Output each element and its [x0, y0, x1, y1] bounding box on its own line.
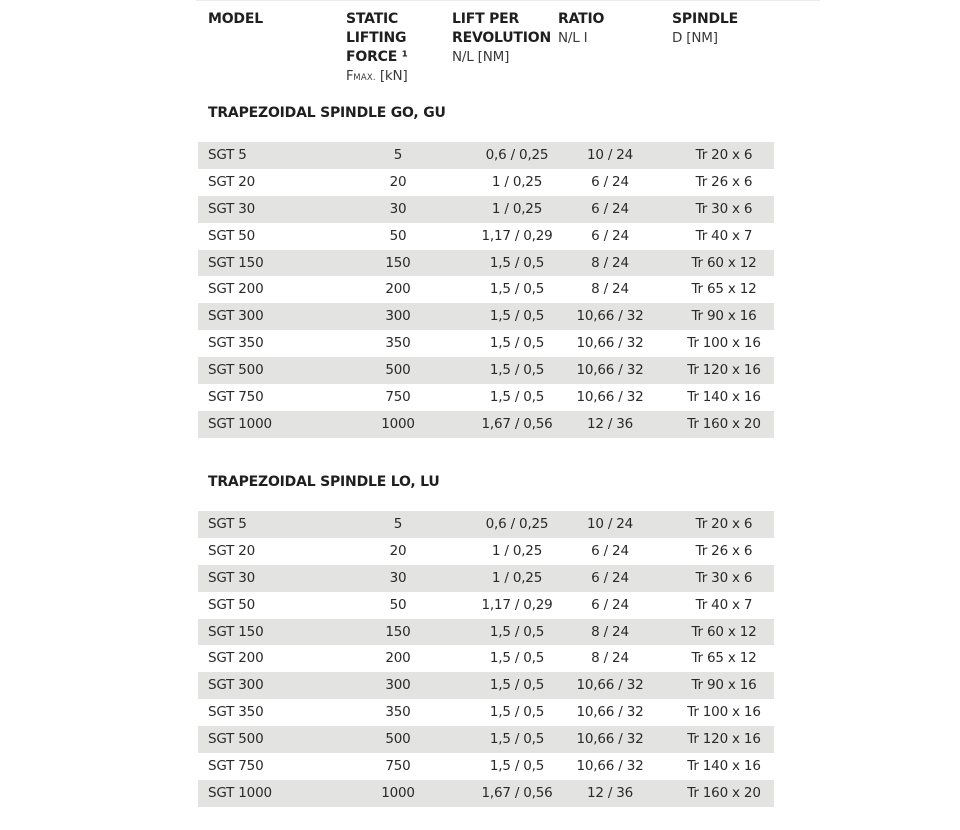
table-row	[198, 511, 774, 538]
header-ratio-unit: N/L I	[558, 30, 588, 46]
cell-model: SGT 350	[208, 704, 264, 721]
cell-ratio: 10,66 / 32	[576, 677, 644, 694]
cell-model: SGT 150	[208, 254, 264, 271]
cell-spindle: Tr 30 x 6	[695, 569, 753, 586]
cell-ratio: 6 / 24	[591, 542, 629, 559]
table-row	[198, 592, 774, 619]
cell-force: 750	[385, 758, 411, 775]
cell-force: 1000	[381, 784, 415, 801]
table-row	[198, 411, 774, 438]
cell-spindle: Tr 120 x 16	[687, 731, 761, 748]
cell-ratio: 12 / 36	[586, 784, 634, 801]
cell-force: 150	[385, 623, 411, 640]
cell-ratio: 8 / 24	[591, 254, 629, 271]
table-row	[198, 538, 774, 565]
header-ratio	[558, 10, 604, 48]
table-row	[198, 169, 774, 196]
table-row	[198, 645, 774, 672]
cell-ratio: 6 / 24	[591, 227, 629, 244]
cell-model: SGT 750	[208, 758, 264, 775]
table-row	[198, 726, 774, 753]
cell-lift-per-revolution: 1,5 / 0,5	[489, 650, 545, 667]
cell-spindle: Tr 100 x 16	[687, 704, 761, 721]
cell-lift-per-revolution: 1,5 / 0,5	[489, 362, 545, 379]
cell-spindle: Tr 26 x 6	[695, 173, 753, 190]
cell-lift-per-revolution: 1 / 0,25	[491, 200, 543, 217]
cell-model: SGT 50	[208, 227, 256, 244]
cell-ratio: 6 / 24	[591, 173, 629, 190]
cell-ratio: 10,66 / 32	[576, 308, 644, 325]
cell-model: SGT 30	[208, 569, 256, 586]
header-force-line-2: LIFTING	[346, 30, 407, 46]
cell-lift-per-revolution: 1 / 0,25	[491, 569, 543, 586]
cell-lift-per-revolution: 1,17 / 0,29	[481, 596, 553, 613]
cell-ratio: 6 / 24	[591, 596, 629, 613]
cell-spindle: Tr 140 x 16	[687, 758, 761, 775]
cell-lift-per-revolution: 1,5 / 0,5	[489, 281, 545, 298]
header-lift-per-revolution	[452, 10, 551, 67]
table-row	[198, 330, 774, 357]
cell-lift-per-revolution: 1,5 / 0,5	[489, 389, 545, 406]
header-force-unit-rest: [kN]	[375, 68, 408, 84]
cell-force: 200	[385, 281, 411, 298]
header-force-unit-subscript: MAX.	[353, 73, 376, 83]
cell-ratio: 10,66 / 32	[576, 704, 644, 721]
cell-model: SGT 300	[208, 677, 264, 694]
cell-spindle: Tr 65 x 12	[691, 281, 757, 298]
cell-ratio: 8 / 24	[591, 623, 629, 640]
cell-model: SGT 5	[208, 147, 247, 163]
table-row	[198, 223, 774, 250]
cell-spindle: Tr 60 x 12	[691, 623, 757, 640]
cell-ratio: 10 / 24	[586, 516, 634, 532]
cell-force: 350	[385, 335, 411, 352]
table-row	[198, 384, 774, 411]
cell-force: 5	[393, 147, 403, 163]
cell-lift-per-revolution: 1,5 / 0,5	[489, 623, 545, 640]
table-row	[198, 276, 774, 303]
cell-lift-per-revolution: 1,5 / 0,5	[489, 335, 545, 352]
cell-model: SGT 500	[208, 362, 264, 379]
header-force-unit-symbol: F	[346, 69, 354, 84]
cell-lift-per-revolution: 1,5 / 0,5	[489, 677, 545, 694]
table-row	[198, 753, 774, 780]
cell-model: SGT 5	[208, 516, 247, 532]
cell-spindle: Tr 120 x 16	[687, 362, 761, 379]
cell-force: 1000	[381, 415, 415, 432]
cell-model: SGT 500	[208, 731, 264, 748]
cell-spindle: Tr 90 x 16	[691, 308, 757, 325]
header-force-unit	[346, 67, 408, 88]
cell-ratio: 10 / 24	[586, 147, 634, 163]
cell-force: 300	[385, 677, 411, 694]
header-force-line-1: STATIC	[346, 11, 399, 27]
cell-spindle: Tr 20 x 6	[695, 147, 753, 163]
cell-ratio: 10,66 / 32	[576, 335, 644, 352]
cell-spindle: Tr 140 x 16	[687, 389, 761, 406]
cell-model: SGT 750	[208, 389, 264, 406]
cell-force: 50	[389, 596, 407, 613]
header-model	[208, 10, 263, 29]
table-row	[198, 142, 774, 169]
cell-model: SGT 20	[208, 542, 256, 559]
header-spindle-label: SPINDLE	[672, 11, 738, 27]
table-row	[198, 250, 774, 277]
table-lo-lu	[198, 511, 774, 807]
cell-force: 200	[385, 650, 411, 667]
cell-lift-per-revolution: 1 / 0,25	[491, 542, 543, 559]
cell-model: SGT 300	[208, 308, 264, 325]
cell-spindle: Tr 160 x 20	[687, 784, 761, 801]
header-spindle-unit: D [NM]	[672, 30, 718, 46]
table-row	[198, 619, 774, 646]
header-lift-line-1: LIFT PER	[452, 11, 520, 27]
table-header	[196, 10, 796, 90]
cell-ratio: 6 / 24	[591, 569, 629, 586]
header-static-lifting-force	[346, 10, 408, 88]
header-lift-unit: N/L [NM]	[452, 49, 510, 65]
table-row	[198, 672, 774, 699]
cell-spindle: Tr 40 x 7	[695, 227, 753, 244]
cell-lift-per-revolution: 0,6 / 0,25	[485, 147, 549, 163]
cell-force: 750	[385, 389, 411, 406]
section-title-lo-lu: TRAPEZOIDAL SPINDLE LO, LU	[208, 474, 440, 490]
cell-ratio: 12 / 36	[586, 415, 634, 432]
table-row	[198, 780, 774, 807]
cell-ratio: 10,66 / 32	[576, 758, 644, 775]
cell-spindle: Tr 40 x 7	[695, 596, 753, 613]
cell-ratio: 10,66 / 32	[576, 362, 644, 379]
cell-ratio: 6 / 24	[591, 200, 629, 217]
cell-model: SGT 350	[208, 335, 264, 352]
cell-model: SGT 1000	[208, 784, 272, 801]
cell-model: SGT 1000	[208, 415, 272, 432]
cell-ratio: 10,66 / 32	[576, 731, 644, 748]
table-row	[198, 699, 774, 726]
cell-ratio: 10,66 / 32	[576, 389, 644, 406]
header-model-label: MODEL	[208, 11, 263, 27]
table-row	[198, 357, 774, 384]
cell-spindle: Tr 30 x 6	[695, 200, 753, 217]
cell-spindle: Tr 100 x 16	[687, 335, 761, 352]
cell-lift-per-revolution: 1,5 / 0,5	[489, 758, 545, 775]
cell-model: SGT 150	[208, 623, 264, 640]
cell-model: SGT 200	[208, 650, 264, 667]
cell-model: SGT 20	[208, 173, 256, 190]
cell-force: 5	[393, 516, 403, 532]
table-go-gu	[198, 142, 774, 438]
table-row	[198, 303, 774, 330]
cell-force: 500	[385, 362, 411, 379]
section-title-go-gu: TRAPEZOIDAL SPINDLE GO, GU	[208, 105, 446, 121]
cell-lift-per-revolution: 1,5 / 0,5	[489, 254, 545, 271]
cell-force: 30	[389, 569, 407, 586]
cell-spindle: Tr 90 x 16	[691, 677, 757, 694]
cell-lift-per-revolution: 1,17 / 0,29	[481, 227, 553, 244]
cell-force: 150	[385, 254, 411, 271]
cell-force: 20	[389, 173, 407, 190]
cell-force: 30	[389, 200, 407, 217]
cell-spindle: Tr 20 x 6	[695, 516, 753, 532]
top-divider	[196, 0, 820, 1]
cell-force: 20	[389, 542, 407, 559]
table-row	[198, 196, 774, 223]
header-force-line-3: FORCE ¹	[346, 49, 408, 65]
cell-force: 500	[385, 731, 411, 748]
cell-lift-per-revolution: 1,5 / 0,5	[489, 704, 545, 721]
cell-ratio: 8 / 24	[591, 281, 629, 298]
cell-lift-per-revolution: 1 / 0,25	[491, 173, 543, 190]
cell-force: 350	[385, 704, 411, 721]
cell-ratio: 8 / 24	[591, 650, 629, 667]
cell-lift-per-revolution: 0,6 / 0,25	[485, 516, 549, 532]
cell-model: SGT 200	[208, 281, 264, 298]
cell-spindle: Tr 160 x 20	[687, 415, 761, 432]
header-ratio-label: RATIO	[558, 11, 605, 27]
cell-force: 50	[389, 227, 407, 244]
header-lift-line-2: REVOLUTION	[452, 30, 552, 46]
cell-spindle: Tr 26 x 6	[695, 542, 753, 559]
cell-model: SGT 50	[208, 596, 256, 613]
cell-lift-per-revolution: 1,5 / 0,5	[489, 308, 545, 325]
cell-lift-per-revolution: 1,67 / 0,56	[481, 415, 553, 432]
header-spindle	[672, 10, 738, 48]
cell-spindle: Tr 65 x 12	[691, 650, 757, 667]
cell-lift-per-revolution: 1,67 / 0,56	[481, 784, 553, 801]
table-row	[198, 565, 774, 592]
cell-lift-per-revolution: 1,5 / 0,5	[489, 731, 545, 748]
cell-model: SGT 30	[208, 200, 256, 217]
cell-spindle: Tr 60 x 12	[691, 254, 757, 271]
cell-force: 300	[385, 308, 411, 325]
